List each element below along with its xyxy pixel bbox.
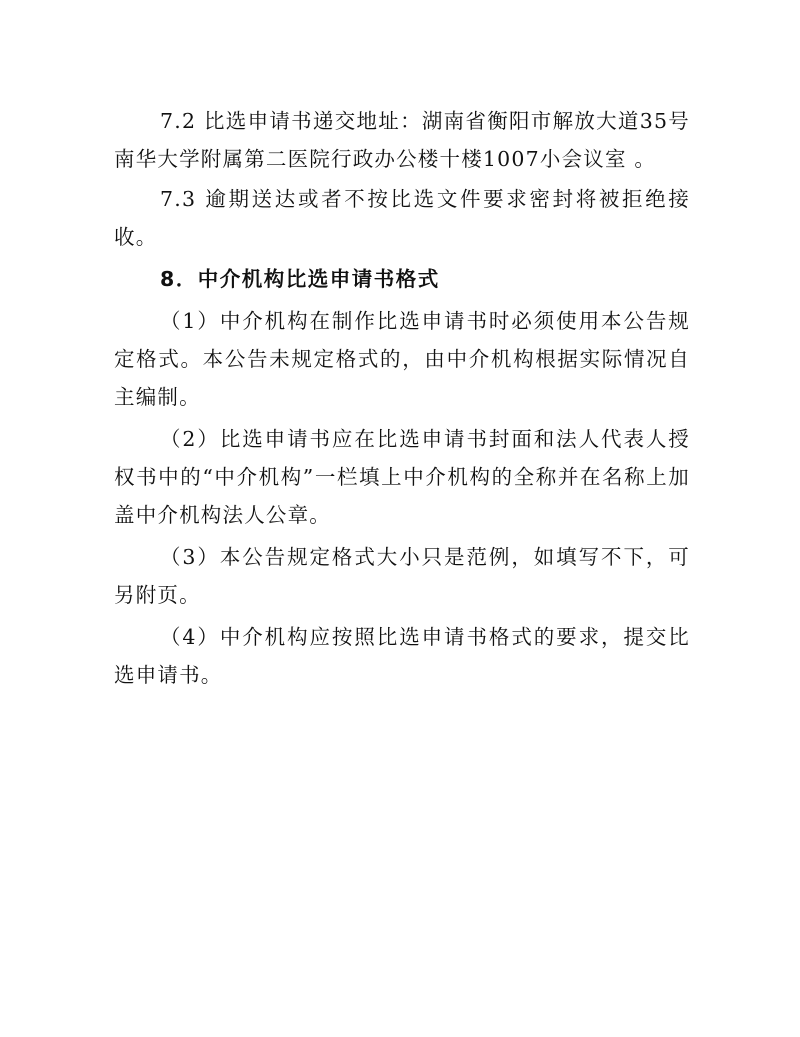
- paragraph-item-4: （4）中介机构应按照比选申请书格式的要求，提交比选申请书。: [114, 625, 690, 687]
- paragraph-7-3-late-submission: 7.3 逾期送达或者不按比选文件要求密封将被拒绝接收。: [114, 187, 690, 249]
- section-8-heading: 8．中介机构比选申请书格式: [160, 267, 440, 291]
- document-body: [114, 102, 690, 698]
- paragraph-item-2: （2）比选申请书应在比选申请书封面和法人代表人授权书中的“中介机构”一栏填上中介机构的全称并在名称上加盖中介机构法人公章。: [114, 427, 690, 527]
- paragraph-7-2-submission-address: 7.2 比选申请书递交地址：湖南省衡阳市解放大道35号南华大学附属第二医院行政办公楼十楼1007小会议室 。: [114, 109, 690, 171]
- paragraph-item-1: （1）中介机构在制作比选申请书时必须使用本公告规定格式。本公告未规定格式的，由中介机构根据实际情况自主编制。: [114, 309, 690, 409]
- paragraph-item-3: （3）本公告规定格式大小只是范例，如填写不下，可另附页。: [114, 545, 690, 607]
